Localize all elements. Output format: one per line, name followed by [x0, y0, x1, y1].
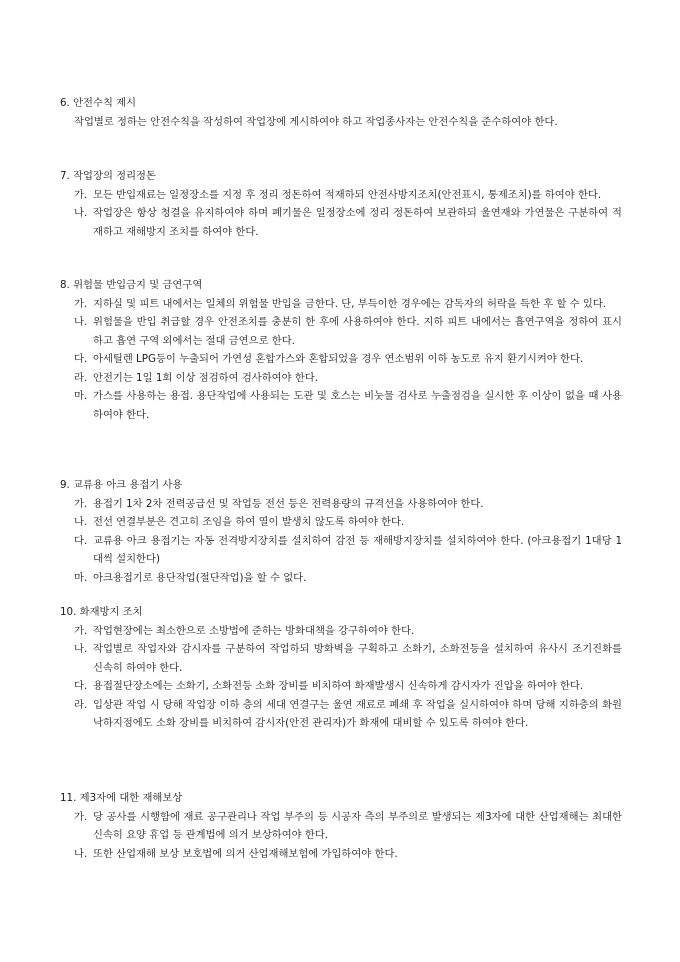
item-marker: 다. [74, 353, 88, 365]
item-marker: 라. [74, 698, 88, 711]
list-item [60, 513, 622, 532]
list-item [60, 677, 622, 696]
list-item [60, 532, 622, 569]
item-marker: 가. [74, 188, 88, 201]
list-item [60, 350, 622, 369]
section-10 [60, 603, 622, 733]
item-text: 작업장은 항상 청결을 유지하여야 하며 폐기물은 일정장소에 정리 정돈하여 보관하되 울연재와 가연물은 구분하여 적재하고 재해방지 조치를 하여야 한다. [93, 207, 622, 238]
section-title: 8. 위험물 반입금지 및 금연구역 [60, 279, 203, 291]
item-text: 지하실 및 피트 내에서는 일체의 위험물 반입을 금한다. 단, 부득이한 경우에는 감독자의 허락을 득한 후 할 수 있다. [93, 297, 607, 310]
item-text: 용접기 1차 2차 전력공급선 및 작업등 전선 등은 전력용량의 규격선을 사용하여야 한다. [93, 497, 484, 510]
item-text: 또한 산업재해 보상 보호법에 의거 산업재해보험에 가입하여야 한다. [93, 847, 398, 860]
section-8 [60, 276, 622, 424]
list-item [60, 622, 622, 641]
item-marker: 라. [74, 371, 88, 384]
item-marker: 나. [74, 516, 88, 528]
item-text: 아세틸렌 LPG등이 누출되어 가연성 혼합가스와 혼합되었을 경우 연소범위 이하 농도로 유지 환기시켜야 한다. [93, 353, 584, 365]
item-marker: 나. [74, 643, 88, 655]
section-title: 9. 교류용 아크 용접기 사용 [60, 479, 183, 491]
item-text: 모든 반입재료는 일정장소를 지정 후 정리 정돈하여 적재하되 안전사방지조치(안전표시, 통제조치)를 하여야 한다. [93, 188, 602, 201]
list-item [60, 186, 622, 205]
list-item [60, 204, 622, 241]
item-marker: 나. [74, 207, 88, 219]
item-marker: 가. [74, 297, 88, 310]
list-item [60, 313, 622, 350]
item-text: 작업현장에는 최소한으로 소방법에 준하는 방화대책을 강구하여야 한다. [93, 624, 415, 637]
section-title: 7. 작업장의 정리정돈 [60, 170, 156, 182]
item-text: 아크용접기로 용단작업(절단작업)을 할 수 없다. [93, 571, 307, 584]
list-item [60, 495, 622, 514]
list-item [60, 387, 622, 424]
list-item [60, 696, 622, 733]
item-marker: 다. [74, 680, 88, 692]
item-marker: 가. [74, 497, 88, 510]
section-title: 11. 제3자에 대한 재해보상 [60, 792, 183, 804]
section-paragraph: 작업별로 정하는 안전수칙을 작성하여 작업장에 게시하여야 하고 작업종사자는 안전수칙을 준수하여야 한다. [74, 115, 558, 128]
list-item [60, 369, 622, 388]
list-item [60, 640, 622, 677]
item-text: 용접절단장소에는 소화기, 소화전등 소화 장비를 비치하여 화재발생시 신속하게 감시자가 진압을 하여야 한다. [93, 680, 584, 692]
item-marker: 다. [74, 534, 88, 547]
item-text: 입상관 작업 시 당해 작업장 이하 층의 세대 연결구는 울연 재료로 폐쇄 후 작업을 실시하여야 하며 당해 지하층의 화원 낙하지점에도 소화 장비를 비치하여 감시자(안전 관리자)가 화재에 대비할 수 있도록 하여야 한다. [93, 698, 622, 729]
list-item [60, 295, 622, 314]
item-text: 위험물을 반입 취급할 경우 안전조치를 충분히 한 후에 사용하여야 한다. 지하 피트 내에서는 흡연구역을 정하여 표시하고 흡연 구역 외에서는 절대 금연으로 한다. [93, 316, 622, 347]
item-marker: 마. [74, 571, 88, 584]
item-marker: 가. [74, 810, 88, 823]
item-text: 작업별로 작업자와 감시자를 구분하여 작업하되 방화벽을 구획하고 소화기, 소화전등을 설치하여 유사시 조기진화를 신속히 하여야 한다. [93, 643, 622, 674]
item-text: 교류용 아크 용접기는 자동 전격방지장치를 설치하여 감전 등 재해방지장치를 설치하여야 한다. (아크용접기 1대당 1대씩 설치한다) [93, 534, 622, 565]
item-marker: 나. [74, 847, 88, 860]
section-6 [60, 94, 622, 131]
item-marker: 마. [74, 390, 88, 402]
item-marker: 나. [74, 316, 88, 328]
list-item [60, 845, 622, 864]
list-item [60, 569, 622, 588]
section-11 [60, 789, 622, 863]
section-9 [60, 476, 622, 587]
section-title: 6. 안전수칙 제시 [60, 97, 137, 109]
section-title: 10. 화재방지 조치 [60, 606, 143, 618]
item-marker: 가. [74, 624, 88, 637]
item-text: 당 공사를 시행함에 재료 공구관리나 작업 부주의 등 시공자 측의 부주의로 발생되는 제3자에 대한 산업재해는 최대한 신속히 요양 휴업 등 관계법에 의거 보상하여야 한다. [93, 810, 622, 841]
section-7 [60, 167, 622, 241]
item-text: 안전기는 1일 1회 이상 점검하여 검사하여야 한다. [93, 371, 319, 384]
item-text: 가스를 사용하는 용접. 용단작업에 사용되는 도관 및 호스는 비눗물 검사로 누출점검을 실시한 후 이상이 없을 때 사용하여야 한다. [93, 390, 622, 421]
item-text: 전선 연결부분은 견고히 조임을 하여 열이 발생치 않도록 하여야 한다. [93, 516, 405, 528]
list-item [60, 808, 622, 845]
